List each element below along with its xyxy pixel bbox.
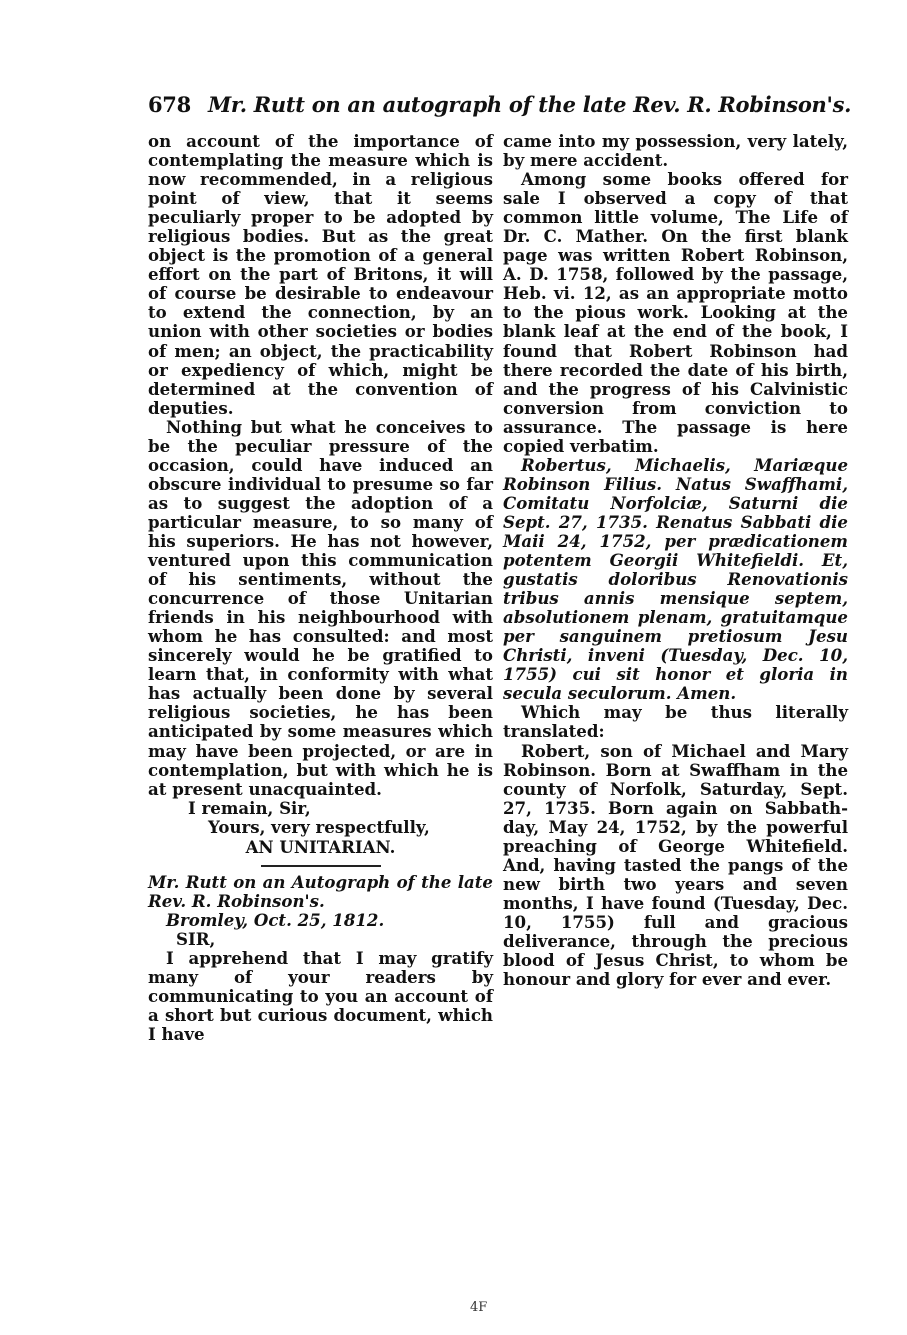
signature: AN UNITARIAN. bbox=[245, 836, 396, 857]
running-title: Mr. Rutt on an autograph of the late Rev. R. Robinson's. bbox=[207, 92, 852, 117]
signature-mark: 4F bbox=[470, 1300, 488, 1315]
closing-line-2: Yours, very respectfully, bbox=[208, 816, 430, 837]
right-paragraph-3: Which may be thus literally translated: bbox=[503, 702, 848, 742]
left-paragraph-1: on account of the importance of contemplating the measure which is now recommended, in a religious point of view, that it seems peculiarly proper to be adopted by religious bodies. But as the great object is the promotion of a general effort on the part of Britons, it will of course be desirable to endeavour to extend the connection, by an union with other societies or bodies of men; an object, the practicability or expediency of which, might be determined at the convention of deputies. bbox=[148, 131, 493, 418]
closing-line-1: I remain, Sir, bbox=[188, 797, 311, 818]
left-paragraph-2: Nothing but what he conceives to be the peculiar pressure of the occasion, could have induced an obscure individual to presume so far as to suggest the adoption of a particular measure, to so many of his superiors. He has not however, ventured upon this communication of his sentiments, without the concurrence of those Unitarian friends in his neighbourhood with whom he has consulted: and most sincerely would he be gratified to learn that, in conformity with what has actually been done by several religious societies, he has been anticipated by some measures which may have been projected, or are in contemplation, but with which he is at present unacquainted. bbox=[148, 416, 493, 799]
page-number: 678 bbox=[148, 92, 191, 117]
right-paragraph-1: came into my possession, very lately, by mere accident. bbox=[503, 131, 848, 171]
article-title: Mr. Rutt on an Autograph of the late Rev. R. Robinson's. bbox=[148, 871, 493, 911]
latin-inscription: Robertus, Michaelis, Mariæque Robinson Filius. Natus Swaffhami, Comitatu Norfolciæ, Saturni die Sept. 27, 1735. Renatus Sabbati die Maii 24, 1752, per prædicationem potentem Georgii Whitefieldi. Et, gustatis doloribus Renovationis tribus annis mensique septem, absolutionem plenam, gratuitamque per sanguinem pretiosum Jesu Christi, inveni (Tuesday, Dec. 10, 1755) cui sit honor et gloria in secula seculorum. Amen. bbox=[503, 454, 848, 704]
right-paragraph-4: Robert, son of Michael and Mary Robinson. Born at Swaffham in the county of Norfolk, Saturday, Sept. 27, 1735. Born again on Sabbath-day, May 24, 1752, by the powerful preaching of George Whitefield. And, having tasted the pangs of the new birth two years and seven months, I have found (Tuesday, Dec. 10, 1755) full and gracious deliverance, through the precious blood of Jesus Christ, to whom be honour and glory for ever and ever. bbox=[503, 740, 848, 990]
article-dateline: Bromley, Oct. 25, 1812. bbox=[166, 909, 385, 930]
left-paragraph-3: I apprehend that I may gratify many of your readers by communicating to you an account of a short but curious document, which I have bbox=[148, 947, 493, 1045]
right-column bbox=[503, 132, 848, 989]
section-divider bbox=[261, 865, 381, 867]
right-paragraph-2: Among some books offered for sale I observed a copy of that common little volume, The Life of Dr. C. Mather. On the first blank page was written Robert Robinson, A. D. 1758, followed by the passage, Heb. vi. 12, as an appropriate motto to the pious work. Looking at the blank leaf at the end of the book, I found that Robert Robinson had there recorded the date of his birth, and the progress of his Calvinistic conversion from conviction to assurance. The passage is here copied verbatim. bbox=[503, 169, 848, 456]
salutation: SIR, bbox=[176, 928, 216, 949]
running-header bbox=[148, 92, 852, 117]
left-column bbox=[148, 132, 493, 1044]
